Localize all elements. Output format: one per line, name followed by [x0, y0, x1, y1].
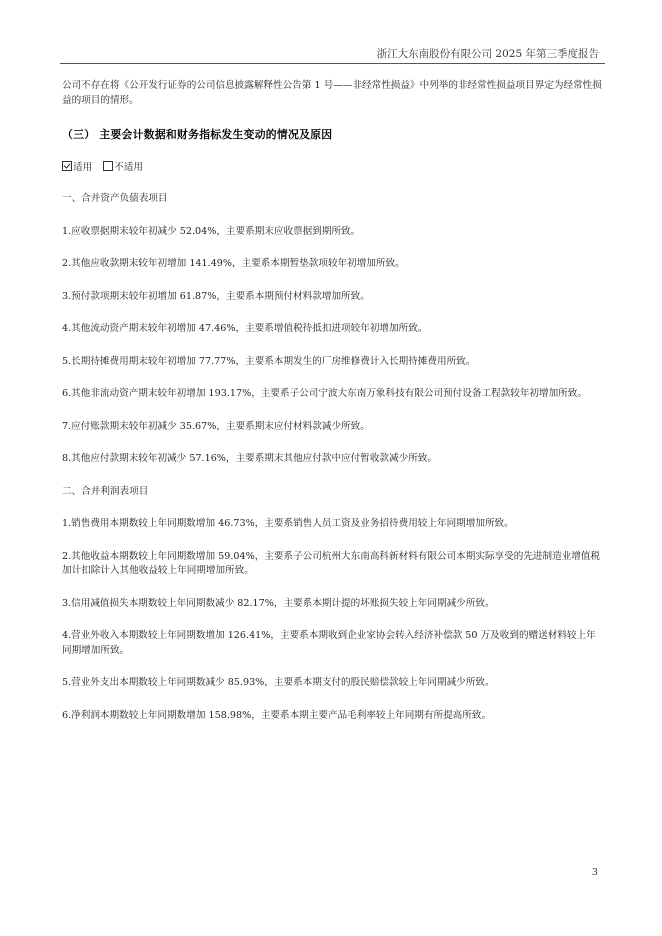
list-item: 5.长期待摊费用期末较年初增加 77.77%，主要系本期发生的厂房维修费计入长期待摊费用所致。	[62, 355, 476, 367]
applicable-label: 适用	[73, 161, 93, 173]
applicable-checkbox-icon	[62, 161, 72, 171]
list-item: 4.营业外收入本期数较上年同期数增加 126.41%，主要系本期收到企业家协会转入经济补偿款 50 万及收到的赠送材料较上年同期增加所致。	[62, 630, 596, 656]
intro-paragraph: 公司不存在将《公开发行证券的公司信息披露解释性公告第 1 号——非经常性损益》中列举的非经常性损益项目界定为经常性损益的项目的情形。	[62, 80, 602, 106]
list-item: 2.其他应收款期末较年初增加 141.49%，主要系本期暂垫款项较年初增加所致。	[62, 258, 405, 269]
page-content	[62, 79, 604, 723]
balance-sheet-title: 一、合并资产负债表项目	[62, 193, 168, 204]
section-heading: （三） 主要会计数据和财务指标发生变动的情况及原因	[62, 128, 333, 141]
not-applicable-label: 不适用	[114, 161, 144, 173]
header-divider	[60, 63, 605, 64]
list-item: 5.营业外支出本期数较上年同期数减少 85.93%，主要系本期支付的股民赔偿款较上年同期减少所致。	[62, 677, 495, 688]
list-item: 3.预付款项期末较年初增加 61.87%，主要系本期预付材料款增加所致。	[62, 290, 370, 302]
list-item: 8.其他应付款期末较年初减少 57.16%，主要系期末其他应付款中应付暂收款减少所致。	[62, 453, 437, 464]
list-item: 6.净利润本期数较上年同期数增加 158.98%，主要系本期主要产品毛利率较上年同期有所提高所致。	[62, 709, 492, 721]
page-header-title: 浙江大东南股份有限公司 2025 年第三季度报告	[376, 48, 599, 60]
list-item: 1.应收票据期末较年初减少 52.04%，主要系期末应收票据到期所致。	[62, 225, 361, 237]
list-item: 7.应付账款期末较年初减少 35.67%，主要系期末应付材料款减少所致。	[62, 420, 370, 432]
list-item: 1.销售费用本期数较上年同期数增加 46.73%，主要系销售人员工资及业务招待费用较上年同期增加所致。	[62, 518, 514, 529]
applicability-options	[62, 161, 604, 176]
list-item: 6.其他非流动资产期末较年初增加 193.17%，主要系子公司宁波大东南万象科技有限公司预付设备工程款较年初增加所致。	[62, 388, 587, 399]
not-applicable-checkbox-icon	[103, 161, 113, 171]
list-item: 2.其他收益本期数较上年同期数增加 59.04%，主要系子公司杭州大东南高科新材料有限公司本期实际享受的先进制造业增值税加计扣除计入其他收益较上年同期增加所致。	[62, 550, 601, 576]
income-statement-title: 二、合并利润表项目	[62, 485, 149, 497]
page-number: 3	[591, 867, 598, 878]
list-item: 4.其他流动资产期末较年初增加 47.46%，主要系增值税待抵扣进项较年初增加所致。	[62, 323, 428, 334]
list-item: 3.信用减值损失本期数较上年同期数减少 82.17%，主要系本期计提的坏账损失较上年同期减少所致。	[62, 597, 495, 609]
